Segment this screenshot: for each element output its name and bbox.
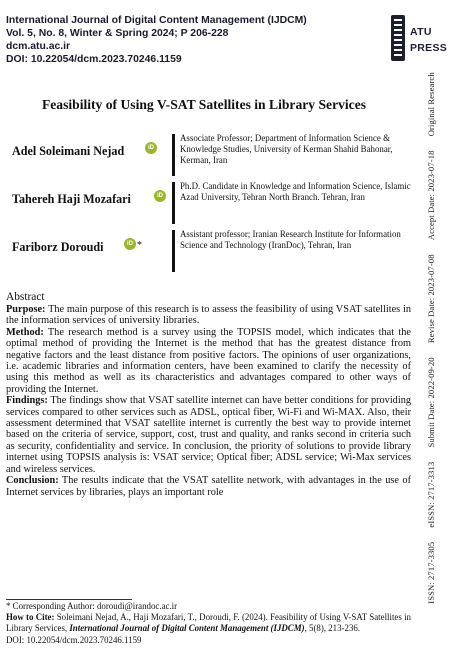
citation-label: How to Cite:	[6, 612, 55, 623]
sidebar-text	[426, 38, 436, 638]
eissn: eISSN: 2717-3313	[426, 461, 436, 528]
abstract-conclusion	[6, 475, 411, 498]
abstract-findings	[6, 395, 411, 475]
author-block	[6, 180, 410, 226]
author-affiliation: Ph.D. Candidate in Knowledge and Information Science, Islamic Azad University, Tehran North Branch. Tehran, Iran	[180, 181, 411, 203]
conclusion-label: Conclusion:	[6, 475, 59, 487]
journal-header	[6, 14, 386, 66]
corresponding-marker: *	[137, 240, 142, 251]
accept-date: Accept Date: 2023-07-18	[426, 150, 436, 241]
orcid-icon[interactable]: iD	[124, 238, 136, 250]
citation	[6, 612, 411, 634]
affiliation-divider	[172, 182, 175, 224]
submit-date: Submit Date: 2022-09-20	[426, 357, 436, 448]
method-text: The research method is a survey using the TOPSIS model, which indicates that the optimal method of providing the Internet is the method that has the greatest distance from negative factors and the least distance from positive factors. The opinions of user organizations, i.e. academic libraries and information centers, have been examined to clarify the necessity of using this method as well as its characteristics and advantages compared to other ways of providing the Internet.	[6, 326, 411, 395]
atu-logo-icon	[391, 15, 405, 61]
citation-text: Soleimani Nejad, A., Haji Mozafari, T., Doroudi, F. (2024). Feasibility of Using V-SAT Satellites in Library Services,	[6, 612, 411, 634]
method-label: Method:	[6, 326, 44, 338]
journal-name: International Journal of Digital Content Management (IJDCM)	[6, 15, 307, 26]
paper-title: Feasibility of Using V-SAT Satellites in Library Services	[41, 97, 367, 112]
author-affiliation: Assistant professor; Iranian Research Institute for Information Science and Technology (IranDoc), Tehran, Iran	[180, 229, 401, 251]
footer-doi[interactable]: DOI: 10.22054/dcm.2023.70246.1159	[6, 634, 142, 645]
issn: ISSN: 2717-3305	[426, 541, 436, 604]
author-name: Tahereh Haji Mozafari	[12, 192, 131, 206]
logo-text-atu: ATU	[410, 26, 432, 38]
abstract-purpose	[6, 304, 411, 327]
author-name: Fariborz Doroudi	[12, 240, 104, 254]
abstract-body	[6, 304, 411, 498]
affiliation-divider	[172, 134, 175, 176]
author-name: Adel Soleimani Nejad	[12, 144, 125, 158]
journal-doi[interactable]: DOI: 10.22054/dcm.2023.70246.1159	[6, 54, 182, 65]
purpose-label: Purpose:	[6, 304, 46, 315]
journal-volume: Vol. 5, No. 8, Winter & Spring 2024; P 206-228	[6, 28, 229, 39]
citation-journal: International Journal of Digital Content Management (IJDCM)	[69, 623, 305, 634]
findings-label: Findings:	[6, 395, 48, 407]
orcid-icon[interactable]: iD	[145, 142, 157, 154]
purpose-text: The main purpose of this research is to assess the feasibility of using VSAT satellites in the information services of university libraries.	[6, 304, 411, 327]
article-dates-sidebar	[421, 40, 441, 636]
author-block	[6, 228, 410, 274]
abstract-method	[6, 327, 411, 395]
revise-date: Revise Date: 2023-07-08	[426, 254, 436, 344]
footnote-divider	[6, 599, 132, 600]
article-type: Original Research	[426, 72, 436, 137]
corresponding-author: * Corresponding Author: doroudi@irandoc.ac.ir	[6, 601, 178, 611]
citation-issue: , 5(8), 213-236.	[304, 623, 361, 634]
logo-text-press: PRESS	[410, 42, 448, 54]
orcid-icon[interactable]: iD	[154, 190, 166, 202]
findings-text: The findings show that VSAT satellite internet can have better conditions for providing services compared to other services such as ADSL, optical fiber, Wi-Fi and Wi-MAX. Also, their assessment determined that VSAT satellite internet is currently the best way to provide internet based on the criteria of service, support, cost, trust and quality, and ranks second in criteria such as security, confidentiality and service. In conclusion, the priority of solutions to provide library internet using TOPSIS analysis is: VSAT service; Optical fiber; ADSL service; Wi-Max services and wireless services.	[6, 395, 411, 475]
abstract-heading: Abstract	[6, 291, 45, 303]
author-affiliation: Associate Professor; Department of Information Science & Knowledge Studies, University of Kerman Shahid Bahonar, Kerman, Iran	[180, 133, 393, 166]
conclusion-text: The results indicate that the VSAT satellite network, with advantages in the use of Internet services by libraries, plays an important role	[6, 475, 411, 498]
journal-url[interactable]: dcm.atu.ac.ir	[6, 41, 71, 52]
footnote	[6, 601, 411, 646]
author-block	[6, 132, 410, 178]
affiliation-divider	[172, 230, 175, 272]
